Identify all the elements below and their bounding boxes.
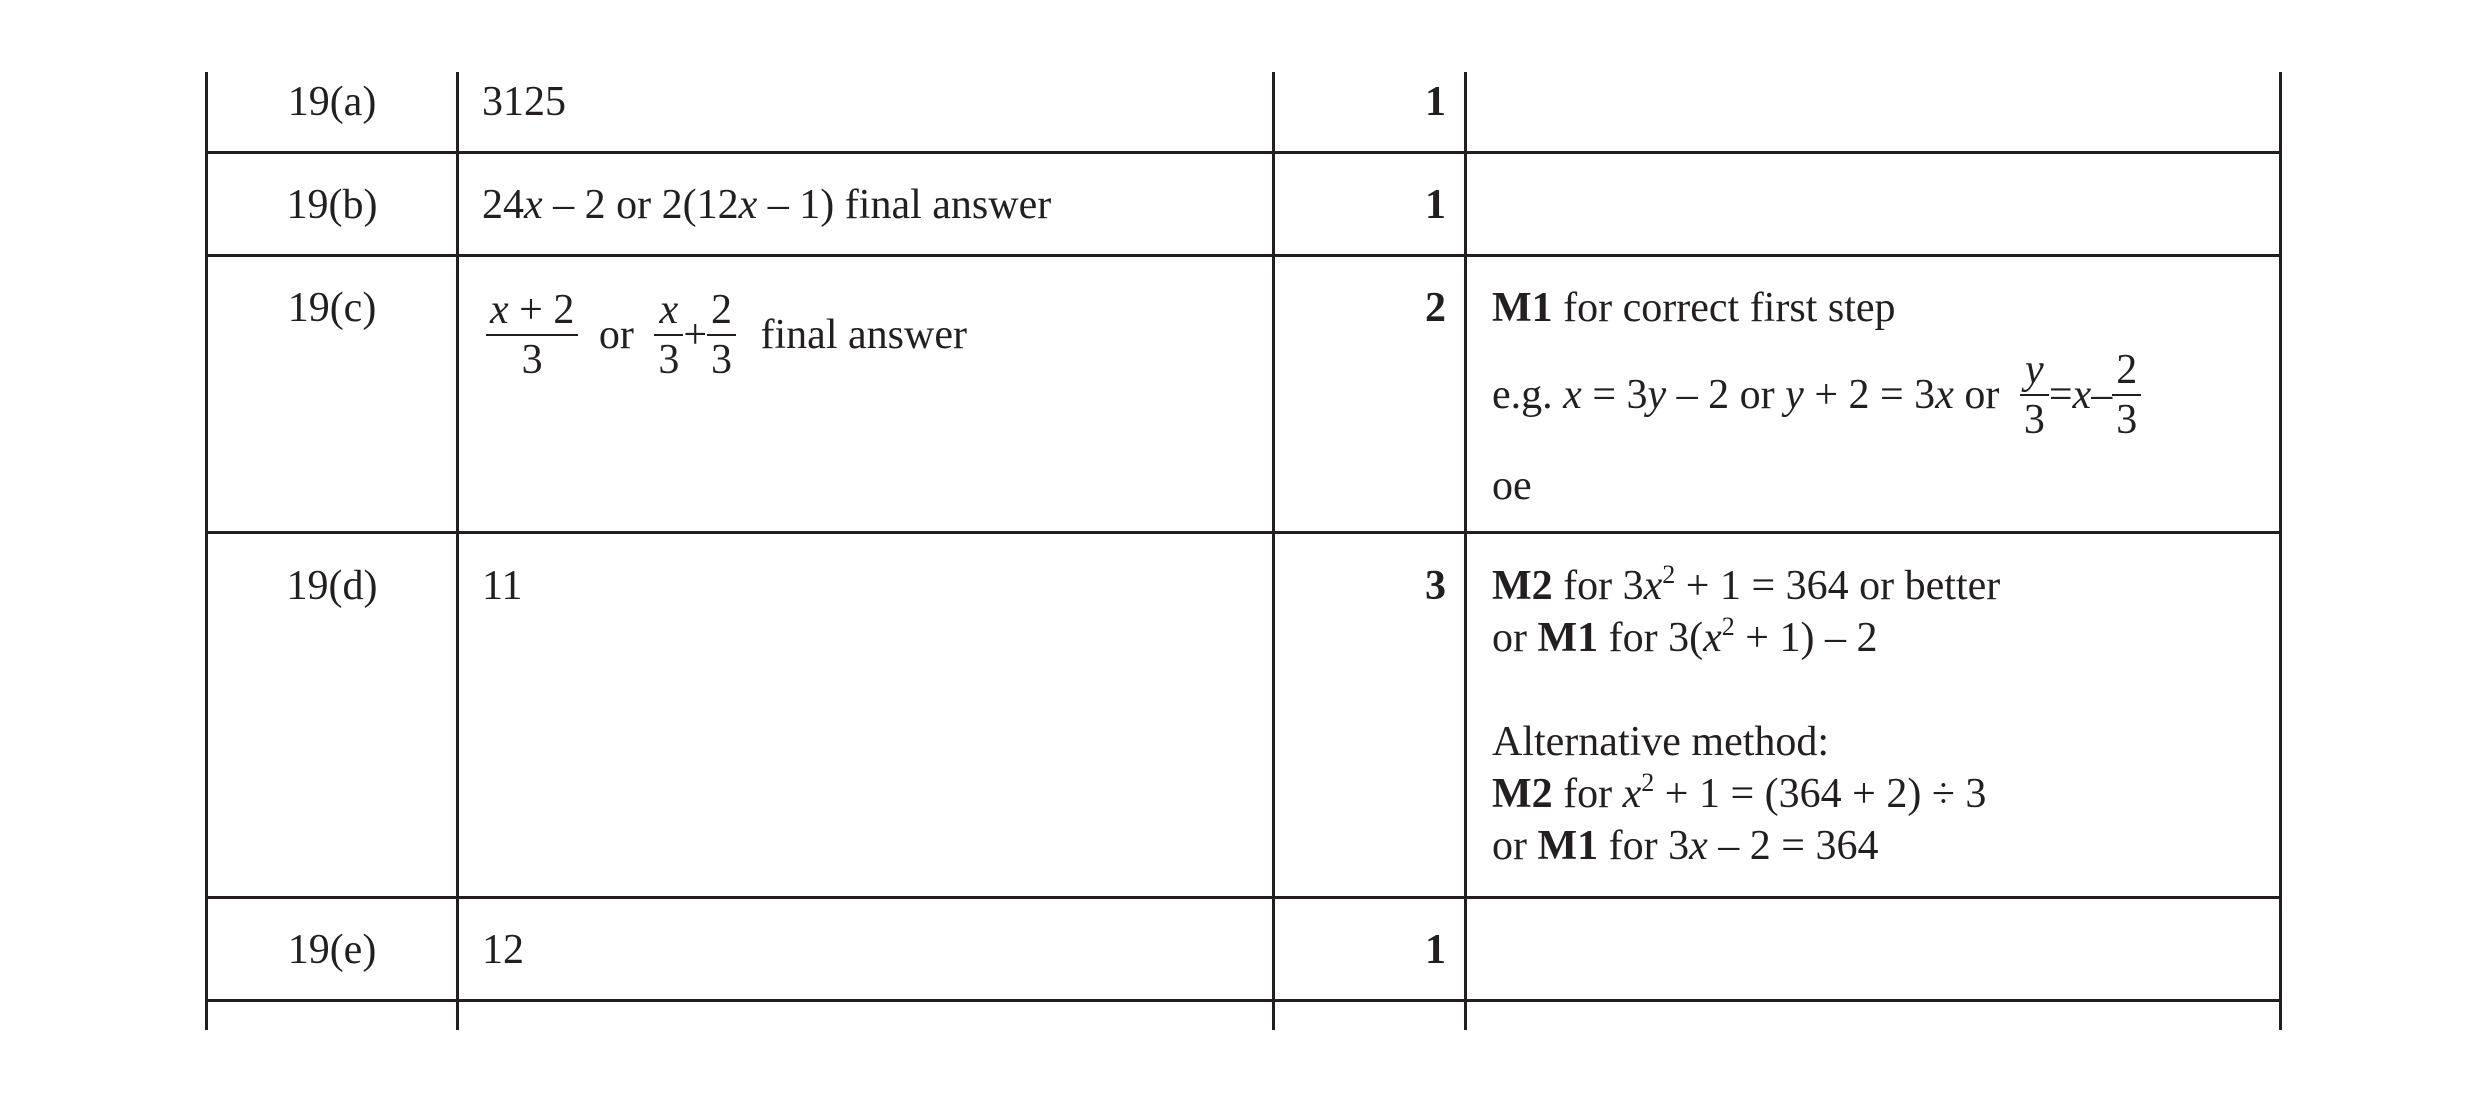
guidance-line: M2 for $3x^2 + 1 = 364$ or better — [1492, 560, 2001, 609]
marks: 1 — [1425, 182, 1446, 228]
fraction: $\frac{x}{3}$ — [654, 286, 683, 384]
row-divider-4 — [205, 896, 2282, 899]
guidance — [1492, 282, 1896, 334]
answer: 3125 — [482, 79, 566, 125]
guidance-line: or M1 for 3x – 2 = 364 — [1492, 823, 1879, 869]
question-number: 19(b) — [286, 182, 378, 228]
guidance-line: M2 for $x^2 + 1 = (364 + 2) \div 3$ — [1492, 768, 1987, 817]
answer: $\frac{x + 2}{3}$ or $\frac{x}{3}$ + $\frac{2}{3}$ final answer — [486, 286, 967, 384]
column-divider-2 — [1272, 72, 1275, 1030]
table-border-right — [2279, 72, 2282, 1030]
guidance: e.g. x = 3y – 2 or y + 2 = 3x or $\frac{y}{3}$ =x– $\frac{2}{3}$ — [1492, 346, 2141, 444]
fraction: $\frac{2}{3}$ — [707, 286, 736, 384]
row-divider-1 — [205, 151, 2282, 154]
guidance — [1492, 560, 2000, 872]
fraction: $\frac{y}{3}$ — [2020, 346, 2049, 444]
answer: 12 — [482, 927, 524, 973]
guidance: oe — [1492, 463, 1532, 509]
row-divider-5 — [205, 999, 2282, 1002]
marks: 1 — [1425, 927, 1446, 973]
answer: 11 — [482, 563, 523, 609]
guidance-line: M1 for correct first step — [1492, 285, 1896, 331]
fraction: $\frac{2}{3}$ — [2112, 346, 2141, 444]
question-number: 19(c) — [287, 285, 377, 331]
fraction: $\frac{x + 2}{3}$ — [486, 286, 578, 384]
column-divider-3 — [1464, 72, 1467, 1030]
guidance-line: or M1 for $3(x^2 + 1) - 2$ — [1492, 612, 1878, 661]
question-number: 19(a) — [287, 79, 377, 125]
answer: 24x – 2 or 2(12x – 1) final answer — [482, 182, 1052, 228]
guidance-line: Alternative method: — [1492, 719, 1830, 765]
row-divider-2 — [205, 254, 2282, 257]
marks: 1 — [1425, 79, 1446, 125]
marks: 2 — [1425, 285, 1446, 331]
row-divider-3 — [205, 531, 2282, 534]
question-number: 19(d) — [286, 563, 378, 609]
question-number: 19(e) — [287, 927, 377, 973]
marks: 3 — [1425, 563, 1446, 609]
